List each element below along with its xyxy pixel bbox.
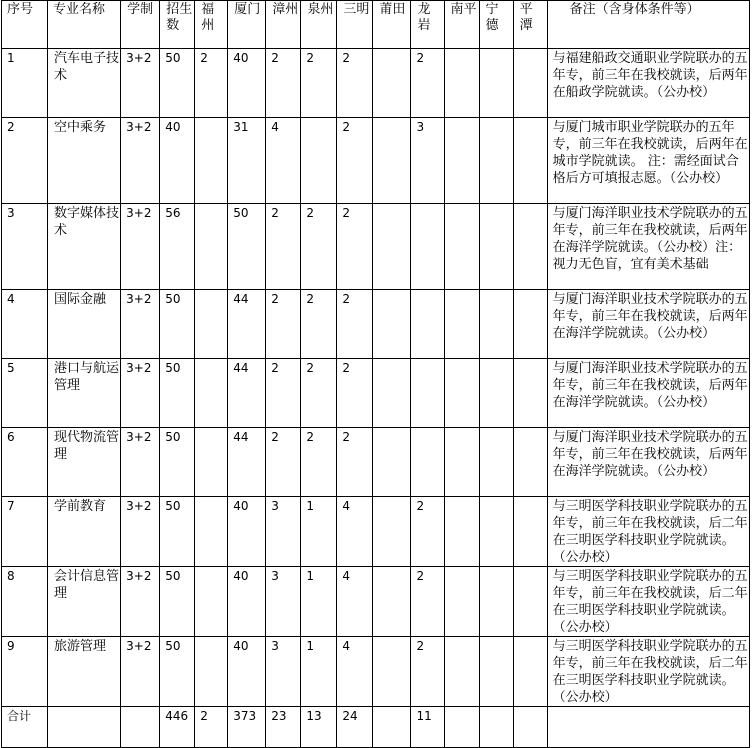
cell-fuzhou: [195, 637, 228, 707]
cell-fuzhou: [195, 497, 228, 567]
cell-longyan: 2: [411, 497, 444, 567]
cell-nanping: [444, 118, 479, 204]
header-seq: 序号: [2, 1, 48, 49]
total-nanping: [444, 707, 479, 748]
cell-putian: [373, 290, 411, 359]
cell-longyan: 2: [411, 49, 444, 118]
cell-quanzhou: 2: [301, 204, 337, 290]
cell-system: 3+2: [121, 637, 160, 707]
cell-zhangzhou: 3: [266, 567, 301, 637]
cell-xiamen: 40: [228, 567, 266, 637]
total-sanming: 24: [337, 707, 373, 748]
cell-seq: 1: [2, 49, 48, 118]
cell-quanzhou: 1: [301, 567, 337, 637]
total-row: [2, 707, 750, 748]
cell-system: 3+2: [121, 497, 160, 567]
cell-sanming: 2: [337, 359, 373, 428]
cell-quanzhou: 2: [301, 290, 337, 359]
cell-pingtan: [513, 359, 547, 428]
cell-zhangzhou: 4: [266, 118, 301, 204]
cell-longyan: [411, 204, 444, 290]
cell-ningde: [479, 497, 513, 567]
cell-putian: [373, 118, 411, 204]
cell-nanping: [444, 497, 479, 567]
cell-ningde: [479, 428, 513, 497]
total-note: [547, 707, 749, 748]
header-major: 专业名称: [48, 1, 121, 49]
total-pingtan: [513, 707, 547, 748]
cell-enroll: 50: [160, 567, 195, 637]
cell-sanming: 4: [337, 567, 373, 637]
cell-putian: [373, 359, 411, 428]
cell-system: 3+2: [121, 290, 160, 359]
cell-putian: [373, 49, 411, 118]
cell-pingtan: [513, 118, 547, 204]
table-row: [2, 118, 750, 204]
total-major: [48, 707, 121, 748]
cell-note: 与福建船政交通职业学院联办的五年专，前三年在我校就读，后两年在船政学院就读。（公办校）: [547, 49, 749, 118]
total-quanzhou: 13: [301, 707, 337, 748]
cell-pingtan: [513, 290, 547, 359]
cell-sanming: 2: [337, 428, 373, 497]
cell-seq: 7: [2, 497, 48, 567]
header-fuzhou: 福州: [195, 1, 228, 49]
cell-xiamen: 40: [228, 497, 266, 567]
cell-nanping: [444, 567, 479, 637]
cell-system: 3+2: [121, 428, 160, 497]
cell-xiamen: 50: [228, 204, 266, 290]
table-row: [2, 204, 750, 290]
cell-major: 数字媒体技术: [48, 204, 121, 290]
cell-enroll: 50: [160, 428, 195, 497]
total-fuzhou: 2: [195, 707, 228, 748]
total-xiamen: 373: [228, 707, 266, 748]
cell-xiamen: 44: [228, 359, 266, 428]
cell-major: 学前教育: [48, 497, 121, 567]
cell-longyan: [411, 290, 444, 359]
cell-major: 旅游管理: [48, 637, 121, 707]
table-row: [2, 428, 750, 497]
total-label: 合计: [2, 707, 48, 748]
cell-pingtan: [513, 497, 547, 567]
cell-xiamen: 44: [228, 290, 266, 359]
cell-ningde: [479, 204, 513, 290]
cell-xiamen: 31: [228, 118, 266, 204]
table-row: [2, 637, 750, 707]
cell-seq: 6: [2, 428, 48, 497]
cell-major: 现代物流管理: [48, 428, 121, 497]
cell-fuzhou: [195, 359, 228, 428]
cell-pingtan: [513, 637, 547, 707]
cell-enroll: 50: [160, 49, 195, 118]
total-ningde: [479, 707, 513, 748]
total-zhangzhou: 23: [266, 707, 301, 748]
table-row: [2, 359, 750, 428]
cell-seq: 5: [2, 359, 48, 428]
cell-fuzhou: [195, 204, 228, 290]
cell-fuzhou: 2: [195, 49, 228, 118]
cell-sanming: 4: [337, 637, 373, 707]
cell-ningde: [479, 118, 513, 204]
cell-system: 3+2: [121, 204, 160, 290]
cell-pingtan: [513, 428, 547, 497]
table-row: [2, 567, 750, 637]
cell-ningde: [479, 567, 513, 637]
cell-putian: [373, 567, 411, 637]
cell-sanming: 4: [337, 497, 373, 567]
header-xiamen: 厦门: [228, 1, 266, 49]
cell-major: 国际金融: [48, 290, 121, 359]
cell-pingtan: [513, 204, 547, 290]
header-zhangzhou: 漳州: [266, 1, 301, 49]
header-longyan: 龙岩: [411, 1, 444, 49]
cell-note: 与三明医学科技职业学院联办的五年专，前三年在我校就读，后二年在三明医学科技职业学院就读。（公办校）: [547, 497, 749, 567]
header-system: 学制: [121, 1, 160, 49]
cell-zhangzhou: 2: [266, 204, 301, 290]
cell-xiamen: 40: [228, 49, 266, 118]
cell-note: 与厦门海洋职业技术学院联办的五年专，前三年在我校就读，后两年在海洋学院就读。（公办校）: [547, 428, 749, 497]
cell-xiamen: 40: [228, 637, 266, 707]
cell-putian: [373, 637, 411, 707]
header-sanming: 三明: [337, 1, 373, 49]
cell-zhangzhou: 2: [266, 359, 301, 428]
total-putian: [373, 707, 411, 748]
header-enroll: 招生数: [160, 1, 195, 49]
cell-putian: [373, 497, 411, 567]
total-longyan: 11: [411, 707, 444, 748]
cell-nanping: [444, 204, 479, 290]
cell-note: 与厦门海洋职业技术学院联办的五年专，前三年在我校就读，后两年在海洋学院就读。（公办校）注：视力无色盲，宜有美术基础: [547, 204, 749, 290]
cell-longyan: 3: [411, 118, 444, 204]
cell-zhangzhou: 2: [266, 49, 301, 118]
header-note: 备注（含身体条件等）: [547, 1, 749, 49]
header-putian: 莆田: [373, 1, 411, 49]
cell-system: 3+2: [121, 49, 160, 118]
cell-major: 会计信息管理: [48, 567, 121, 637]
cell-note: 与厦门海洋职业技术学院联办的五年专，前三年在我校就读，后两年在海洋学院就读。（公办校）: [547, 359, 749, 428]
header-row: [2, 1, 750, 49]
cell-enroll: 50: [160, 497, 195, 567]
cell-enroll: 50: [160, 290, 195, 359]
cell-nanping: [444, 290, 479, 359]
cell-ningde: [479, 49, 513, 118]
cell-quanzhou: 2: [301, 359, 337, 428]
cell-seq: 8: [2, 567, 48, 637]
cell-note: 与厦门城市职业学院联办的五年专，前三年在我校就读，后两年在城市学院就读。 注：需经面试合格后方可填报志愿。（公办校）: [547, 118, 749, 204]
cell-longyan: [411, 428, 444, 497]
cell-quanzhou: 1: [301, 637, 337, 707]
cell-putian: [373, 428, 411, 497]
cell-nanping: [444, 428, 479, 497]
cell-nanping: [444, 359, 479, 428]
cell-zhangzhou: 2: [266, 428, 301, 497]
cell-putian: [373, 204, 411, 290]
table-row: [2, 49, 750, 118]
table-row: [2, 290, 750, 359]
cell-major: 汽车电子技术: [48, 49, 121, 118]
cell-nanping: [444, 49, 479, 118]
cell-zhangzhou: 2: [266, 290, 301, 359]
cell-pingtan: [513, 49, 547, 118]
cell-seq: 3: [2, 204, 48, 290]
header-ningde: 宁德: [479, 1, 513, 49]
cell-longyan: 2: [411, 637, 444, 707]
cell-major: 空中乘务: [48, 118, 121, 204]
cell-longyan: [411, 359, 444, 428]
cell-system: 3+2: [121, 567, 160, 637]
cell-ningde: [479, 359, 513, 428]
cell-major: 港口与航运管理: [48, 359, 121, 428]
cell-ningde: [479, 290, 513, 359]
cell-nanping: [444, 637, 479, 707]
enrollment-table: [1, 0, 750, 748]
cell-fuzhou: [195, 290, 228, 359]
cell-xiamen: 44: [228, 428, 266, 497]
cell-sanming: 2: [337, 290, 373, 359]
cell-zhangzhou: 3: [266, 637, 301, 707]
cell-fuzhou: [195, 118, 228, 204]
cell-system: 3+2: [121, 118, 160, 204]
cell-quanzhou: 2: [301, 428, 337, 497]
cell-sanming: 2: [337, 118, 373, 204]
cell-enroll: 50: [160, 359, 195, 428]
cell-pingtan: [513, 567, 547, 637]
total-enroll: 446: [160, 707, 195, 748]
cell-enroll: 56: [160, 204, 195, 290]
cell-system: 3+2: [121, 359, 160, 428]
total-system: [121, 707, 160, 748]
cell-note: 与三明医学科技职业学院联办的五年专，前三年在我校就读，后二年在三明医学科技职业学院就读。（公办校）: [547, 637, 749, 707]
header-quanzhou: 泉州: [301, 1, 337, 49]
header-pingtan: 平潭: [513, 1, 547, 49]
cell-seq: 2: [2, 118, 48, 204]
cell-fuzhou: [195, 428, 228, 497]
cell-quanzhou: 1: [301, 497, 337, 567]
cell-ningde: [479, 637, 513, 707]
cell-fuzhou: [195, 567, 228, 637]
cell-longyan: 2: [411, 567, 444, 637]
cell-quanzhou: [301, 118, 337, 204]
cell-quanzhou: 2: [301, 49, 337, 118]
table-row: [2, 497, 750, 567]
cell-seq: 4: [2, 290, 48, 359]
cell-sanming: 2: [337, 204, 373, 290]
cell-sanming: 2: [337, 49, 373, 118]
header-nanping: 南平: [444, 1, 479, 49]
cell-enroll: 50: [160, 637, 195, 707]
cell-note: 与厦门海洋职业技术学院联办的五年专，前三年在我校就读，后两年在海洋学院就读。（公办校）: [547, 290, 749, 359]
cell-seq: 9: [2, 637, 48, 707]
cell-zhangzhou: 3: [266, 497, 301, 567]
cell-note: 与三明医学科技职业学院联办的五年专，前三年在我校就读，后二年在三明医学科技职业学院就读。（公办校）: [547, 567, 749, 637]
cell-enroll: 40: [160, 118, 195, 204]
